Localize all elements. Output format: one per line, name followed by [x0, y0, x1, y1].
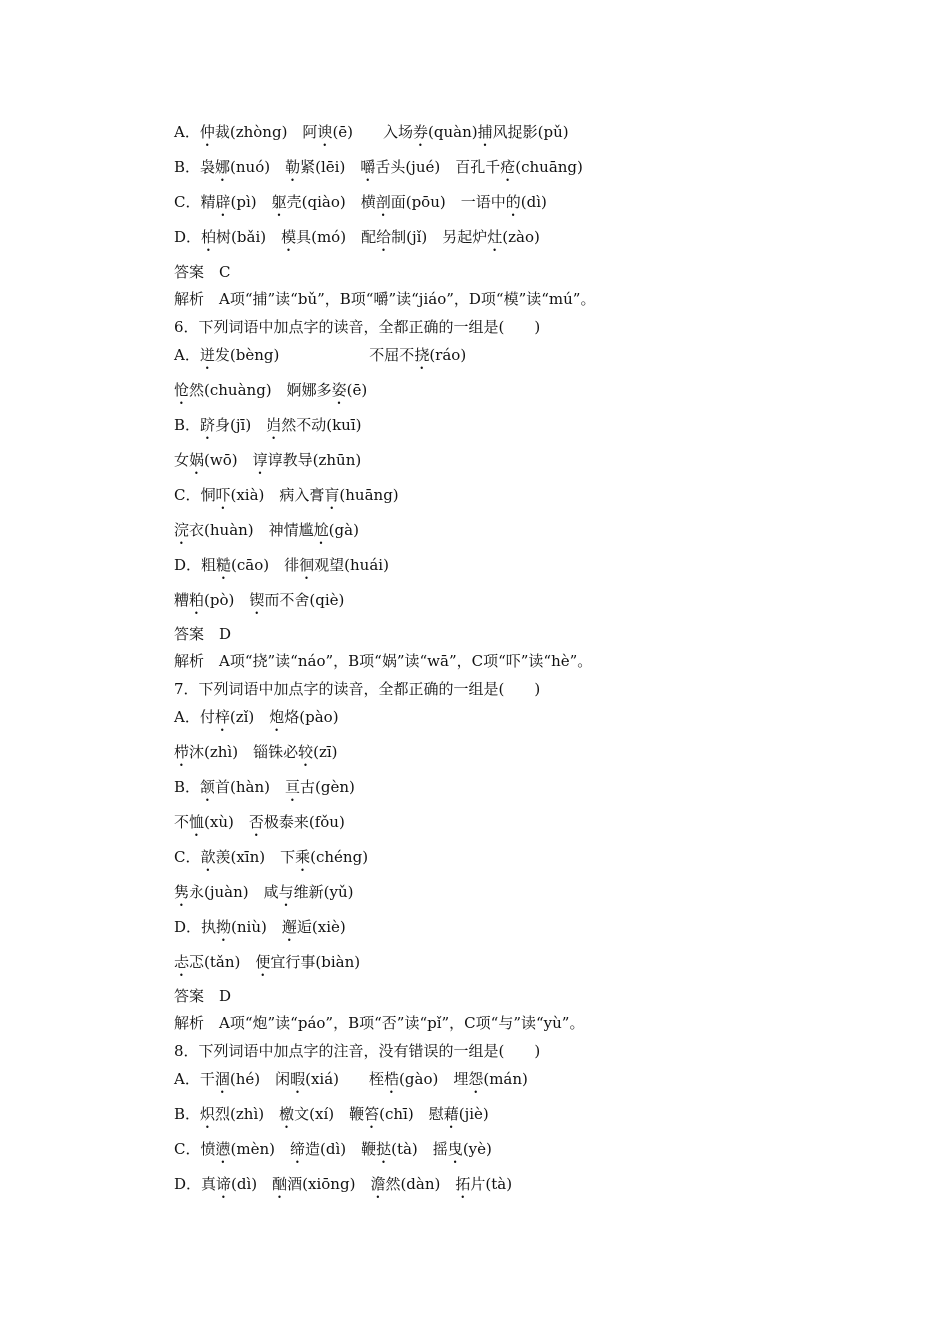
- text-run: (quàn): [428, 123, 478, 141]
- dotted-char: 柏: [201, 228, 217, 246]
- text-run: 烙(pào): [284, 708, 339, 726]
- text-line: [174, 679, 540, 699]
- text-line: [174, 262, 230, 282]
- text-line: [174, 1139, 492, 1167]
- text-run: 文(xí) 鞭: [294, 1105, 365, 1123]
- text-run: (zào): [502, 228, 540, 246]
- text-run: (chuāng): [515, 158, 583, 176]
- text-run: 然(dàn): [385, 1175, 456, 1193]
- dotted-char: 与: [278, 883, 294, 901]
- text-run: 羡(xīn) 下: [215, 848, 296, 866]
- text-line: [174, 1069, 528, 1097]
- dotted-char: 娜: [215, 158, 231, 176]
- text-run: 紧(lēi): [300, 158, 361, 176]
- text-run: 具(mó) 配: [296, 228, 377, 246]
- text-line: [174, 812, 345, 840]
- text-run: 答案 D: [174, 625, 232, 643]
- text-run: 维新(yǔ): [293, 883, 354, 901]
- text-run: (dì): [520, 193, 547, 211]
- text-run: (ē) 入场: [332, 123, 414, 141]
- text-run: 烈(zhì): [215, 1105, 280, 1123]
- text-run: (huāng): [339, 486, 399, 504]
- text-run: B．: [174, 416, 201, 434]
- text-run: (ráo): [429, 346, 467, 364]
- text-run: (mèn): [230, 1140, 290, 1158]
- text-run: D．粗: [174, 556, 217, 574]
- dotted-char: 乘: [295, 848, 311, 866]
- dotted-char: 栉: [174, 743, 190, 761]
- text-run: 而不舍(qiè): [264, 591, 345, 609]
- text-run: (pò): [204, 591, 250, 609]
- dotted-char: 亘: [285, 778, 301, 796]
- text-line: [174, 227, 540, 255]
- dotted-char: 娲: [189, 451, 205, 469]
- dotted-char: 炮: [269, 708, 285, 726]
- dotted-char: 跻: [200, 416, 216, 434]
- dotted-char: 邂: [281, 918, 297, 936]
- text-line: [174, 122, 569, 150]
- text-line: [174, 415, 361, 443]
- dotted-char: 挠: [414, 346, 430, 364]
- text-run: (pì): [230, 193, 272, 211]
- dotted-char: 糙: [216, 556, 232, 574]
- text-run: 糟: [174, 591, 190, 609]
- text-line: [174, 380, 367, 408]
- text-run: D．: [174, 228, 202, 246]
- dotted-char: 忐: [174, 953, 190, 971]
- text-run: 答案 C: [174, 263, 231, 281]
- text-run: 逅(xiè): [296, 918, 346, 936]
- text-run: (mán): [483, 1070, 528, 1088]
- dotted-char: 较: [298, 743, 314, 761]
- text-run: 谆教导(zhūn): [267, 451, 362, 469]
- dotted-char: 拗: [216, 918, 232, 936]
- text-run: (xià) 病入膏: [230, 486, 325, 504]
- text-run: 解析 A项“挠”读“náo”，B项“娲”读“wā”，C项“吓”读“hè”。: [174, 652, 593, 670]
- text-run: 酒(xiōng): [287, 1175, 371, 1193]
- text-run: (chéng): [310, 848, 369, 866]
- text-run: (hé) 闲: [229, 1070, 291, 1088]
- text-line: [174, 157, 583, 185]
- text-run: 极泰来(fǒu): [263, 813, 345, 831]
- text-line: [174, 450, 361, 478]
- text-run: C．: [174, 848, 201, 866]
- text-line: [174, 1041, 540, 1061]
- dotted-char: 涸: [214, 1070, 230, 1088]
- text-run: (zī): [313, 743, 338, 761]
- dotted-char: 隽: [174, 883, 190, 901]
- dotted-char: 怆: [174, 381, 190, 399]
- text-run: 衣(huàn) 神情尴: [189, 521, 314, 539]
- text-run: (gào) 埋: [399, 1070, 469, 1088]
- dotted-char: 藉: [443, 1105, 459, 1123]
- text-run: 宜行事(biàn): [270, 953, 361, 971]
- dotted-char: 梓: [214, 708, 230, 726]
- text-run: (zǐ): [229, 708, 270, 726]
- text-run: 发(bèng) 不屈不: [214, 346, 415, 364]
- text-line: [174, 882, 354, 910]
- dotted-char: 暇: [290, 1070, 306, 1088]
- dotted-char: 的: [505, 193, 521, 211]
- dotted-char: 吓: [215, 486, 231, 504]
- text-run: 不: [174, 813, 190, 831]
- text-run: 制(jǐ) 另起炉: [391, 228, 488, 246]
- dotted-char: 给: [376, 228, 392, 246]
- dotted-char: 谀: [317, 123, 333, 141]
- dotted-char: 谛: [216, 1175, 232, 1193]
- text-run: (xù): [204, 813, 249, 831]
- text-run: 裁(zhòng) 阿: [214, 123, 318, 141]
- text-run: A．干: [174, 1070, 215, 1088]
- dotted-char: 粕: [189, 591, 205, 609]
- dotted-char: 恤: [189, 813, 205, 831]
- text-run: D．执: [174, 918, 217, 936]
- text-run: B．袅: [174, 158, 216, 176]
- text-run: (gà): [328, 521, 359, 539]
- text-run: 壳(qiào) 横: [286, 193, 376, 211]
- dotted-char: 疮: [500, 158, 516, 176]
- dotted-char: 拓: [455, 1175, 471, 1193]
- text-line: [174, 520, 359, 548]
- text-run: 造(dì) 鞭: [304, 1140, 377, 1158]
- text-run: (dì): [231, 1175, 273, 1193]
- text-line: [174, 986, 231, 1006]
- dotted-char: 券: [413, 123, 429, 141]
- dotted-char: 肓: [324, 486, 340, 504]
- text-run: A．: [174, 123, 200, 141]
- text-run: 首(hàn): [215, 778, 286, 796]
- dotted-char: 颔: [200, 778, 216, 796]
- text-run: 舌头(jué) 百孔千: [375, 158, 501, 176]
- dotted-char: 懑: [215, 1140, 231, 1158]
- dotted-char: 梏: [384, 1070, 400, 1088]
- dotted-char: 躯: [271, 193, 287, 211]
- dotted-char: 剖: [375, 193, 391, 211]
- text-run: 身(jī): [215, 416, 267, 434]
- dotted-char: 澹: [370, 1175, 386, 1193]
- text-run: 永(juàn) 咸: [189, 883, 279, 901]
- dotted-char: 歆: [200, 848, 216, 866]
- dotted-char: 浣: [174, 521, 190, 539]
- text-run: (cāo) 徘: [231, 556, 300, 574]
- dotted-char: 笞: [364, 1105, 380, 1123]
- text-run: B．: [174, 778, 201, 796]
- dotted-char: 仲: [199, 123, 215, 141]
- text-run: (tà) 摇: [391, 1140, 448, 1158]
- dotted-char: 锲: [249, 591, 265, 609]
- dotted-char: 酗: [272, 1175, 288, 1193]
- text-run: B．: [174, 1105, 201, 1123]
- dotted-char: 姿: [331, 381, 347, 399]
- text-run: A．: [174, 346, 200, 364]
- text-run: 8．下列词语中加点字的注音，没有错误的一组是( ): [174, 1042, 541, 1060]
- text-run: C．恫: [174, 486, 216, 504]
- dotted-char: 怨: [468, 1070, 484, 1088]
- text-run: 解析 A项“炮”读“páo”，B项“否”读“pǐ”，C项“与”读“yù”。: [174, 1014, 585, 1032]
- text-line: [174, 1174, 512, 1202]
- text-run: 沐(zhì) 锱铢必: [189, 743, 299, 761]
- dotted-char: 檄: [279, 1105, 295, 1123]
- text-line: [174, 317, 540, 337]
- text-run: 解析 A项“捕”读“bǔ”，B项“嚼”读“jiáo”，D项“模”读“mú”。: [174, 290, 596, 308]
- text-line: [174, 952, 360, 980]
- text-line: [174, 485, 399, 513]
- dotted-char: 否: [248, 813, 264, 831]
- text-run: 树(bǎi): [216, 228, 282, 246]
- text-run: (niù): [231, 918, 282, 936]
- text-run: 观望(huái): [314, 556, 389, 574]
- text-line: [174, 555, 389, 583]
- dotted-char: 尬: [313, 521, 329, 539]
- text-run: (xiá) 桎: [305, 1070, 385, 1088]
- text-run: 片(tà): [470, 1175, 513, 1193]
- text-run: 6．下列词语中加点字的读音，全都正确的一组是( ): [174, 318, 541, 336]
- dotted-char: 捕: [477, 123, 493, 141]
- text-run: 然不动(kuī): [281, 416, 362, 434]
- text-line: [174, 345, 466, 373]
- text-line: [174, 742, 338, 770]
- dotted-char: 灶: [487, 228, 503, 246]
- text-line: [174, 192, 547, 220]
- dotted-char: 嚼: [360, 158, 376, 176]
- text-line: [174, 777, 355, 805]
- text-run: (ē): [346, 381, 368, 399]
- dotted-char: 便: [255, 953, 271, 971]
- text-line: [174, 289, 595, 309]
- text-line: [174, 1013, 584, 1033]
- text-line: [174, 917, 346, 945]
- text-run: 面(pōu) 一语中: [390, 193, 506, 211]
- text-run: C．精: [174, 193, 216, 211]
- dotted-char: 炽: [200, 1105, 216, 1123]
- text-run: 答案 D: [174, 987, 232, 1005]
- text-run: (jiè): [458, 1105, 489, 1123]
- text-run: 然(chuàng) 婀娜多: [189, 381, 332, 399]
- text-run: (yè): [462, 1140, 492, 1158]
- text-run: (wō): [204, 451, 253, 469]
- text-run: 7．下列词语中加点字的读音，全都正确的一组是( ): [174, 680, 541, 698]
- text-run: A．付: [174, 708, 215, 726]
- text-run: 忑(tǎn): [189, 953, 256, 971]
- text-run: D．真: [174, 1175, 217, 1193]
- dotted-char: 曳: [447, 1140, 463, 1158]
- dotted-char: 缔: [289, 1140, 305, 1158]
- dotted-char: 辟: [215, 193, 231, 211]
- dotted-char: 岿: [266, 416, 282, 434]
- text-line: [174, 1104, 489, 1132]
- dotted-char: 谆: [252, 451, 268, 469]
- text-run: (nuó): [230, 158, 286, 176]
- dotted-char: 挞: [376, 1140, 392, 1158]
- text-line: [174, 847, 368, 875]
- text-line: [174, 707, 339, 735]
- text-run: (chī) 慰: [379, 1105, 444, 1123]
- text-run: 古(gèn): [300, 778, 355, 796]
- dotted-char: 勒: [285, 158, 301, 176]
- text-run: 女: [174, 451, 190, 469]
- dotted-char: 迸: [199, 346, 215, 364]
- text-line: [174, 624, 231, 644]
- dotted-char: 模: [281, 228, 297, 246]
- dotted-char: 徊: [299, 556, 315, 574]
- text-run: 风捉影(pǔ): [492, 123, 569, 141]
- text-run: C．愤: [174, 1140, 216, 1158]
- text-line: [174, 651, 592, 671]
- text-line: [174, 590, 344, 618]
